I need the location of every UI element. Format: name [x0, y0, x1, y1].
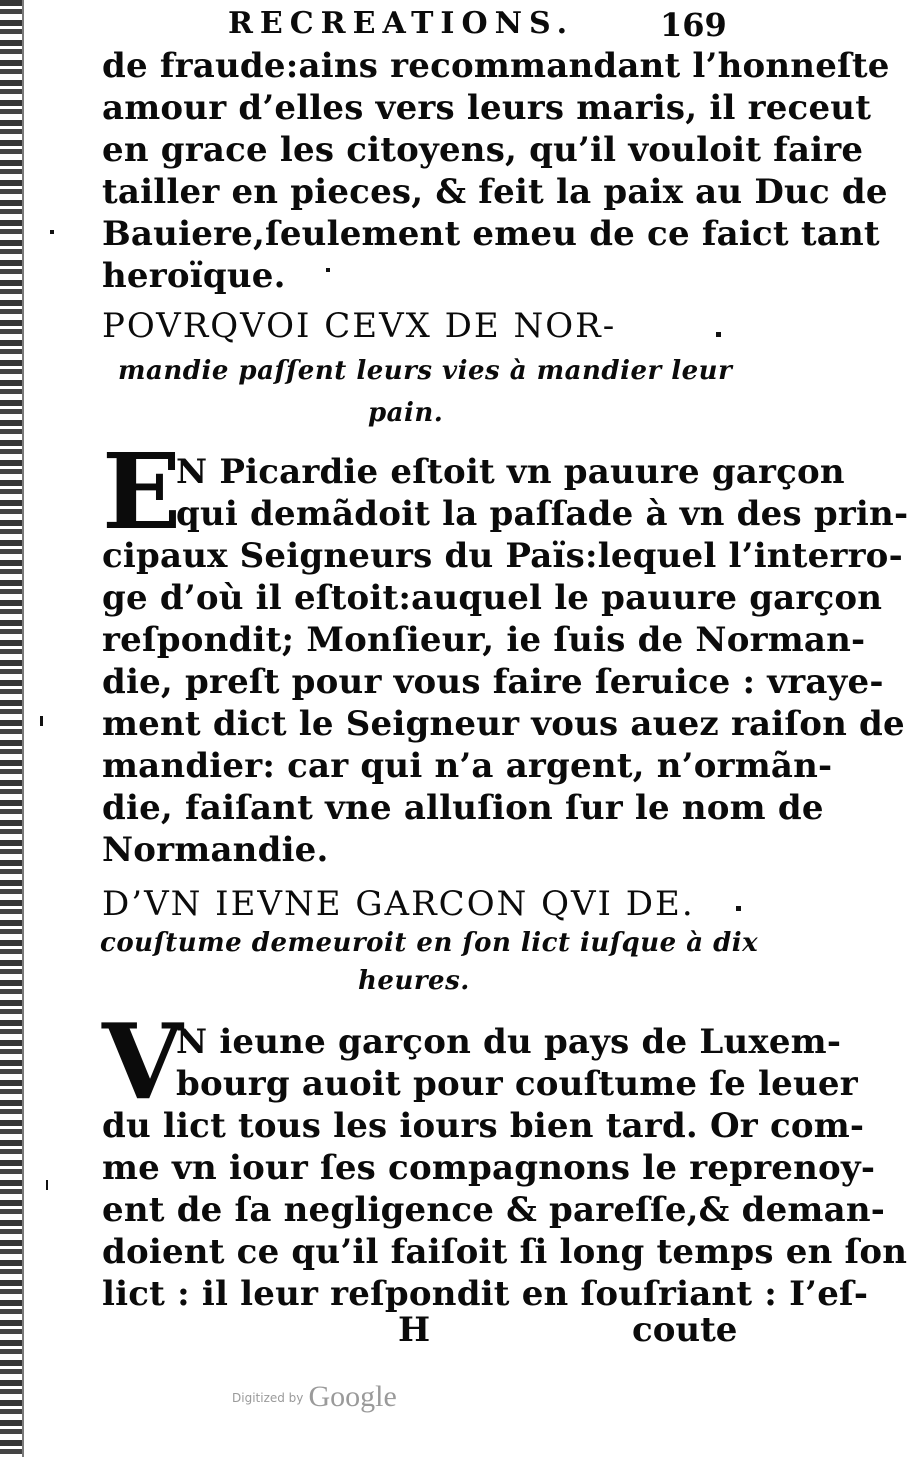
text-line: bourg auoit pour couſtume ſe leuer — [176, 1064, 858, 1104]
text-line: N ieune garçon du pays de Luxem- — [176, 1022, 842, 1062]
text-line: amour d’elles vers leurs maris, il receut — [102, 88, 872, 128]
text-line: die, preſt pour vous faire ſeruice : vraye- — [102, 662, 884, 702]
ink-speck — [46, 1180, 48, 1190]
text-line: ge d’où il eſtoit:auquel le pauure garçon — [102, 578, 883, 618]
section-heading: D’VN IEVNE GARCON QVI DE. — [102, 884, 695, 924]
page-number: 169 — [660, 6, 727, 44]
text-line: Bauiere,ſeulement emeu de ce faict tant — [102, 214, 880, 254]
text-line: reſpondit; Monſieur, ie ſuis de Norman- — [102, 620, 866, 660]
text-line: qui demãdoit la paſſade à vn des prin- — [176, 494, 908, 534]
text-line: ment dict le Seigneur vous auez raiſon de — [102, 704, 905, 744]
running-title: RECREATIONS. — [228, 6, 575, 41]
ink-speck — [716, 332, 721, 337]
text-line: en grace les citoyens, qu’il vouloit faire — [102, 130, 864, 170]
ink-speck — [50, 230, 54, 234]
binding-shadow-line — [22, 0, 24, 1457]
digitized-by-watermark — [232, 1380, 397, 1414]
text-line: mandier: car qui n’a argent, n’ormãn- — [102, 746, 833, 786]
text-line: heroïque. — [102, 256, 286, 296]
watermark-prefix: Digitized by — [232, 1391, 304, 1405]
text-line: me vn iour ſes compagnons le reprenoy- — [102, 1148, 876, 1188]
ink-speck — [736, 906, 741, 911]
section-heading-italic: couſtume demeuroit en ſon lict iuſque à dix — [100, 928, 759, 958]
ink-speck — [40, 716, 43, 726]
text-line: tailler en pieces, & feit la paix au Duc de — [102, 172, 888, 212]
signature-mark: H — [398, 1310, 431, 1350]
text-line: cipaux Seigneurs du Païs:lequel l’interro- — [102, 536, 903, 576]
text-line: Normandie. — [102, 830, 329, 870]
text-line: de fraude:ains recommandant l’honneſte — [102, 46, 890, 86]
ink-speck — [326, 268, 330, 272]
drop-cap: V — [102, 1000, 183, 1123]
binding-edge — [0, 0, 22, 1457]
drop-cap: E — [102, 430, 182, 553]
section-heading-italic: heures. — [358, 966, 470, 996]
text-line: die, faiſant vne alluſion ſur le nom de — [102, 788, 824, 828]
section-heading: POVRQVOI CEVX DE NOR- — [102, 306, 617, 346]
google-logo: Google — [308, 1380, 397, 1413]
section-heading-italic: pain. — [368, 398, 444, 428]
text-line: ent de ſa negligence & pareſſe,& deman- — [102, 1190, 886, 1230]
text-line: lict : il leur reſpondit en ſouſriant : I’eſ- — [102, 1274, 869, 1314]
text-line: doient ce qu’il faiſoit ſi long temps en ſon — [102, 1232, 908, 1272]
section-heading-italic: mandie paſſent leurs vies à mandier leur — [118, 356, 733, 386]
text-line: N Picardie eſtoit vn pauure garçon — [176, 452, 845, 492]
text-line: du lict tous les iours bien tard. Or com- — [102, 1106, 865, 1146]
catchword: coute — [632, 1310, 738, 1350]
